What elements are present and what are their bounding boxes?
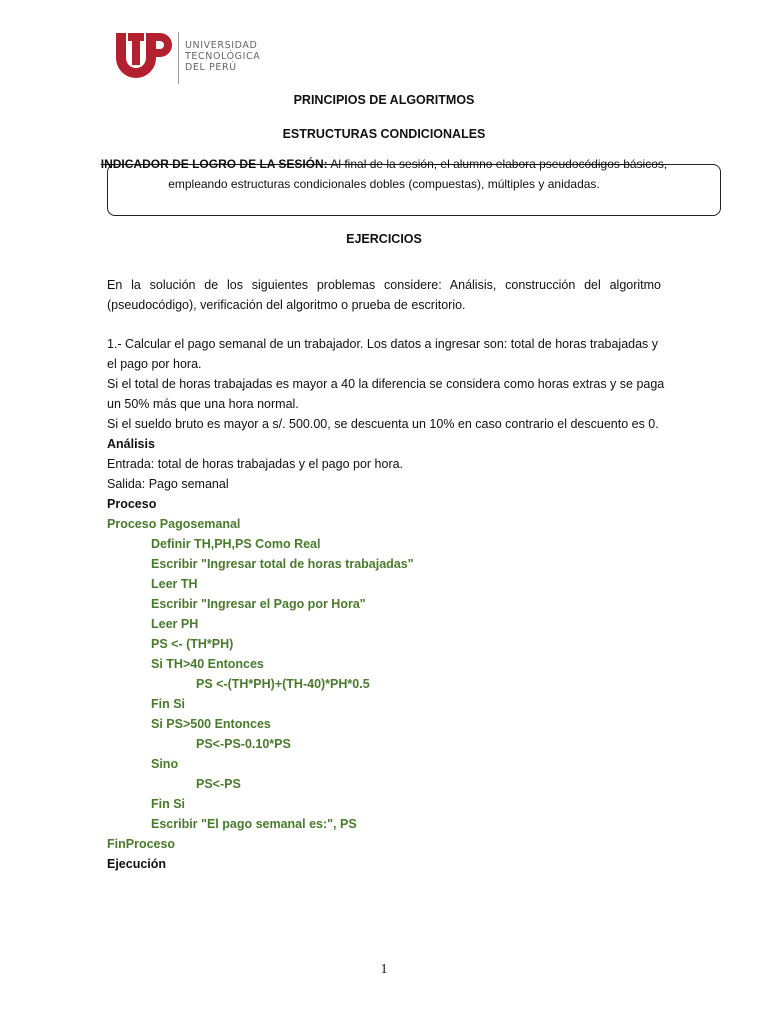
code-line: Sino [151, 757, 179, 771]
indicator-label: INDICADOR DE LOGRO DE LA SESIÓN: [100, 157, 328, 171]
code-line: PS<-PS [196, 777, 241, 791]
logo-wordmark [185, 40, 260, 73]
code-line: Si PS>500 Entonces [151, 717, 271, 731]
code-line: PS<-PS-0.10*PS [196, 737, 291, 751]
process-heading: Proceso [107, 497, 157, 511]
indicator-text-1: Al final de la sesión, el alumno elabora pseudocódigos básicos, [327, 157, 668, 171]
code-line: PS <- (TH*PH) [151, 637, 234, 651]
intro-paragraph: En la solución de los siguientes problemas considere: Análisis, construcción del algoritmo (pseudocódigo), verificación del algoritmo o prueba de escritorio. [107, 278, 661, 312]
code-line: Escribir "El pago semanal es:", PS [151, 817, 357, 831]
code-line: Si TH>40 Entonces [151, 657, 264, 671]
utp-logo-icon [112, 30, 174, 84]
logo-line-2: TECNOLÓGICA [185, 51, 261, 62]
code-line: PS <-(TH*PH)+(TH-40)*PH*0.5 [196, 677, 370, 691]
statement-line-5: Si el sueldo bruto es mayor a s/. 500.00, se descuenta un 10% en caso contrario el descuento es 0. [107, 417, 659, 431]
page-number: 1 [380, 962, 388, 977]
code-line: Definir TH,PH,PS Como Real [151, 537, 321, 551]
logo-line-3: DEL PERÚ [185, 62, 237, 73]
code-line: FinProceso [107, 837, 176, 851]
indicator-line-2: empleando estructuras condicionales dobles (compuestas), múltiples y anidadas. [168, 177, 600, 191]
statement-line-1: 1.- Calcular el pago semanal de un trabajador. Los datos a ingresar son: total de horas trabajadas y [107, 337, 659, 351]
logo-divider [178, 32, 179, 84]
section-title: EJERCICIOS [346, 232, 422, 246]
code-line: Fin Si [151, 697, 186, 711]
document-subtitle: ESTRUCTURAS CONDICIONALES [282, 127, 486, 141]
code-line: Leer TH [151, 577, 198, 591]
execution-heading: Ejecución [107, 857, 167, 871]
statement-line-2: el pago por hora. [107, 357, 202, 371]
analysis-heading: Análisis [107, 437, 155, 451]
code-line: Fin Si [151, 797, 186, 811]
document-title: PRINCIPIOS DE ALGORITMOS [293, 93, 475, 107]
logo-line-1: UNIVERSIDAD [185, 40, 258, 51]
code-line: Escribir "Ingresar total de horas trabajadas" [151, 557, 414, 571]
code-line: Escribir "Ingresar el Pago por Hora" [151, 597, 366, 611]
statement-line-4: un 50% más que una hora normal. [107, 397, 299, 411]
statement-line-3: Si el total de horas trabajadas es mayor a 40 la diferencia se considera como horas extras y se paga [107, 377, 665, 391]
input-line: Entrada: total de horas trabajadas y el pago por hora. [107, 457, 404, 471]
code-line: Proceso Pagosemanal [107, 517, 241, 531]
output-line: Salida: Pago semanal [107, 477, 229, 491]
indicator-line-1 [0, 157, 768, 171]
code-line: Leer PH [151, 617, 199, 631]
